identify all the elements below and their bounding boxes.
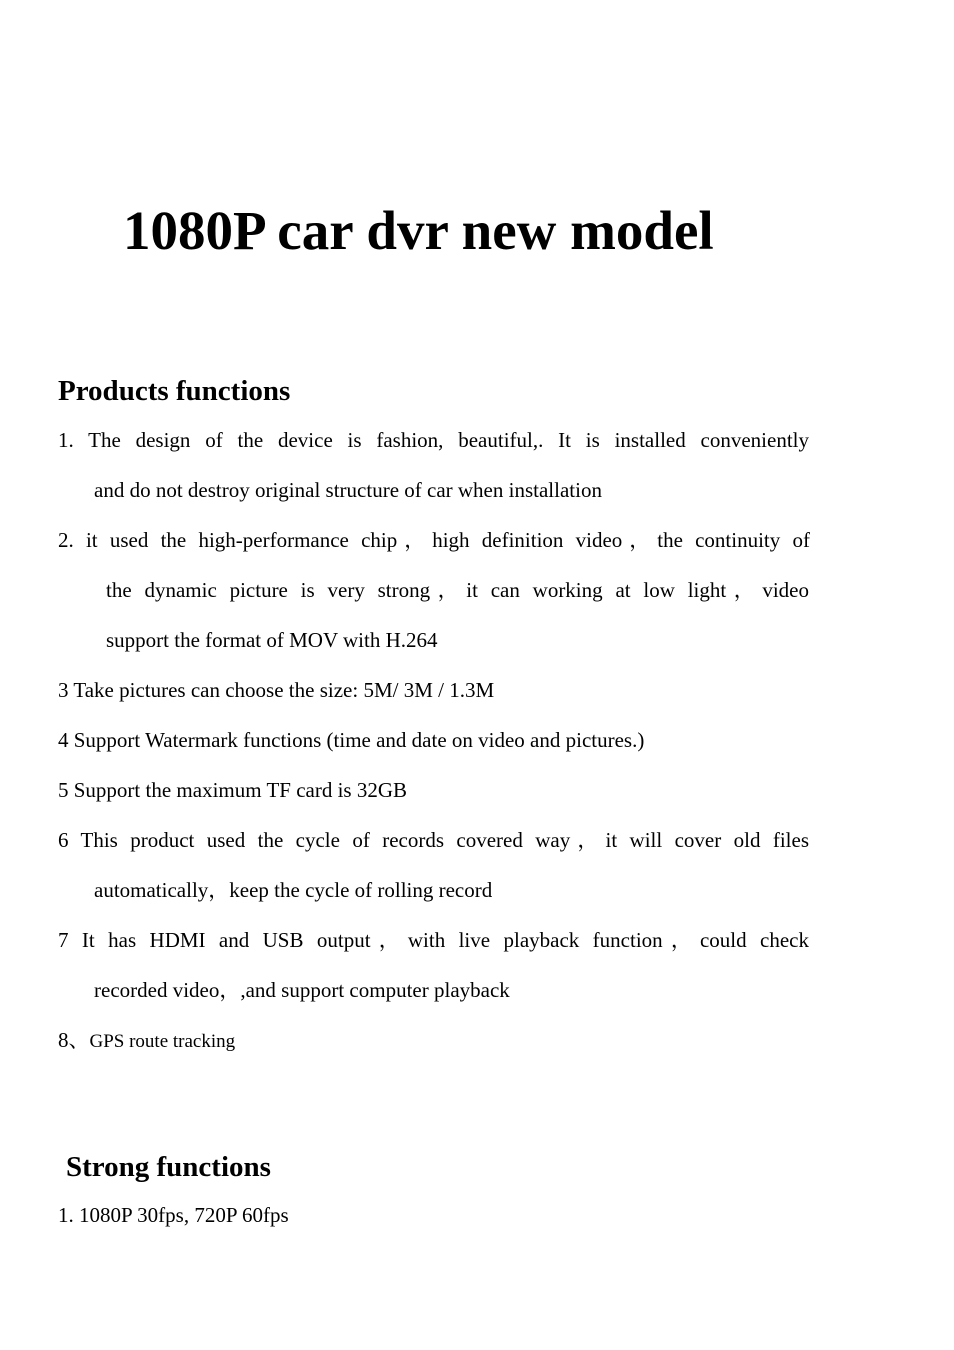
- product-item-2-line-2: the dynamic picture is very strong，it can working at low light，video: [106, 578, 809, 602]
- product-item-7-line-2: recorded video，,and support computer playback: [94, 978, 510, 1002]
- product-item-1-line-2: and do not destroy original structure of car when installation: [94, 478, 602, 502]
- strong-item-1: 1. 1080P 30fps, 720P 60fps: [58, 1203, 289, 1227]
- products-functions-heading: Products functions: [58, 375, 291, 407]
- product-item-2-line-1: 2. it used the high-performance chip，high definition video，the continuity of: [58, 528, 810, 552]
- product-item-8-prefix: 8、: [58, 1028, 90, 1052]
- product-item-3: 3 Take pictures can choose the size: 5M/ 3M / 1.3M: [58, 678, 495, 702]
- strong-functions-heading: Strong functions: [66, 1151, 271, 1183]
- product-item-6-line-1: 6 This product used the cycle of records covered way，it will cover old files: [58, 828, 809, 852]
- product-item-2-line-3: support the format of MOV with H.264: [106, 628, 438, 652]
- product-item-5: 5 Support the maximum TF card is 32GB: [58, 778, 408, 802]
- page-title: 1080P car dvr new model: [123, 200, 714, 261]
- product-item-4: 4 Support Watermark functions (time and date on video and pictures.): [58, 728, 645, 752]
- product-item-6-line-2: automatically，keep the cycle of rolling record: [94, 878, 493, 902]
- product-item-1-line-1: 1. The design of the device is fashion, beautiful,. It is installed conveniently: [58, 428, 809, 452]
- product-item-8-text: GPS route tracking: [89, 1031, 236, 1052]
- product-item-7-line-1: 7 It has HDMI and USB output，with live playback function，could check: [58, 928, 809, 952]
- product-item-8: [58, 1026, 235, 1056]
